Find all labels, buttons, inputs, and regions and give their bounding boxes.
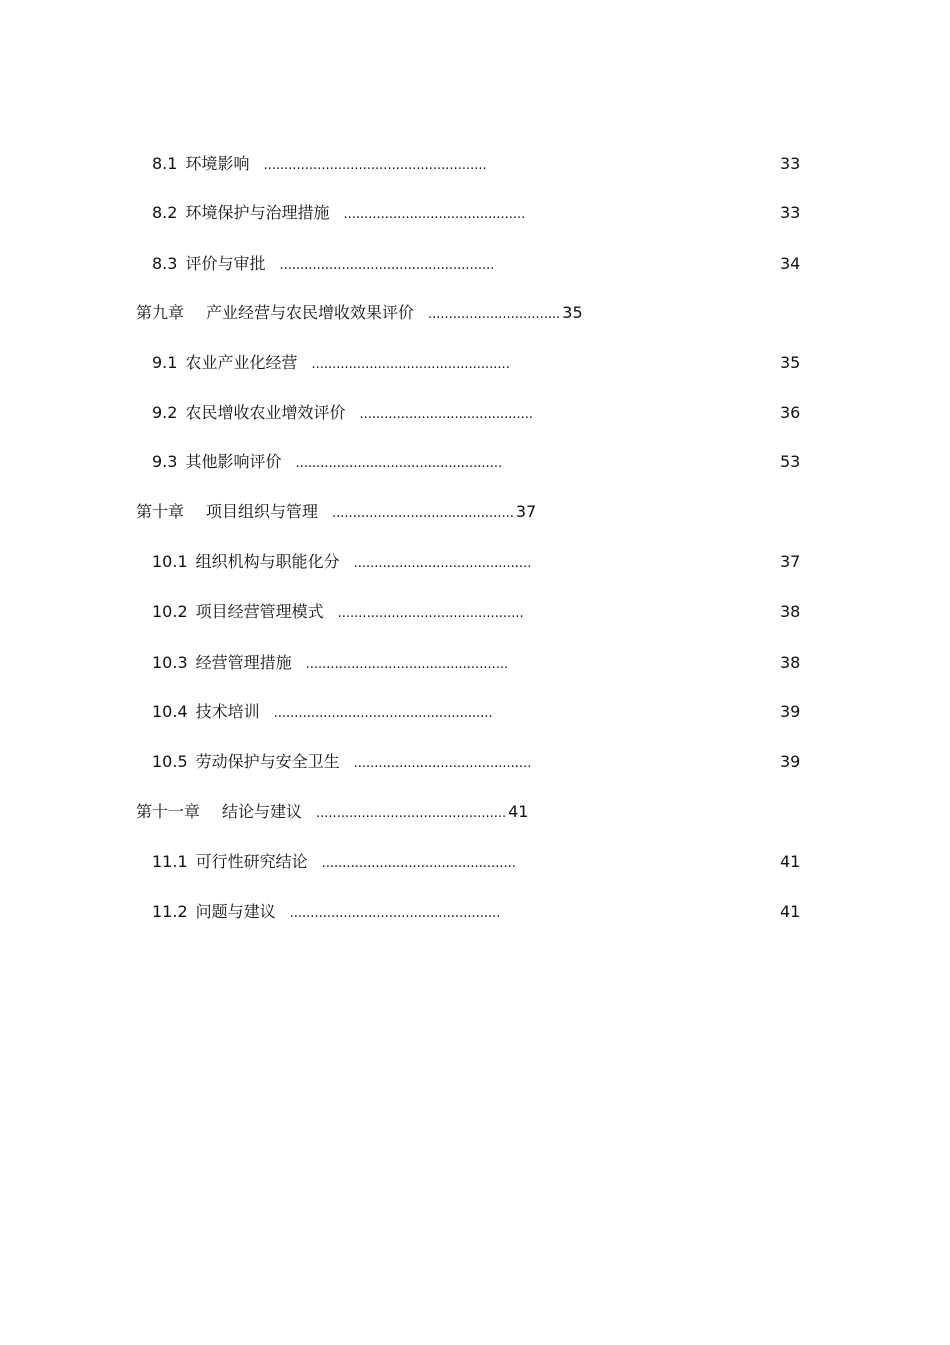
entry-number: 第九章 xyxy=(136,303,185,322)
dot-leader: ................................ xyxy=(428,307,561,322)
toc-entry-9-1[interactable] xyxy=(152,351,510,375)
toc-entry-10-5[interactable] xyxy=(152,750,531,774)
toc-chapter-10[interactable] xyxy=(136,500,536,524)
entry-title: 项目组织与管理 xyxy=(206,502,319,521)
dot-leader: ................................................ xyxy=(311,357,510,372)
entry-number: 8.3 xyxy=(152,254,178,273)
entry-number: 9.1 xyxy=(152,353,178,372)
toc-entry-9-3[interactable] xyxy=(152,450,502,474)
entry-page-number: 36 xyxy=(780,403,801,422)
entry-title: 农业产业化经营 xyxy=(185,353,298,372)
toc-entry-8-3[interactable] xyxy=(152,252,494,276)
entry-number: 第十章 xyxy=(136,502,185,521)
toc-entry-11-2[interactable] xyxy=(152,900,500,924)
entry-number: 10.2 xyxy=(152,602,188,621)
entry-title: 环境影响 xyxy=(185,154,250,173)
toc-entry-10-3[interactable] xyxy=(152,651,508,675)
entry-title: 问题与建议 xyxy=(195,902,276,921)
dot-leader: ................................................... xyxy=(289,906,501,921)
entry-page-number: 53 xyxy=(780,452,801,471)
entry-number: 9.3 xyxy=(152,452,178,471)
entry-number: 9.2 xyxy=(152,403,178,422)
entry-number: 10.1 xyxy=(152,552,188,571)
dot-leader: ...................................................... xyxy=(263,158,487,173)
entry-page-number: 35 xyxy=(780,353,801,372)
dot-leader: .................................................... xyxy=(279,258,495,273)
entry-page-number: 39 xyxy=(780,702,801,721)
entry-number: 8.2 xyxy=(152,203,178,222)
entry-number: 10.3 xyxy=(152,653,188,672)
dot-leader: .......................................... xyxy=(359,407,534,422)
dot-leader: ............................................. xyxy=(337,606,524,621)
entry-page-number: 37 xyxy=(780,552,801,571)
entry-number: 11.2 xyxy=(152,902,188,921)
entry-title: 项目经营管理模式 xyxy=(195,602,324,621)
entry-page-number: 35 xyxy=(562,303,583,322)
entry-number: 10.5 xyxy=(152,752,188,771)
entry-page-number: 41 xyxy=(508,802,529,821)
entry-page-number: 41 xyxy=(780,902,801,921)
entry-page-number: 38 xyxy=(780,653,801,672)
dot-leader: ............................................ xyxy=(343,207,526,222)
toc-entry-10-4[interactable] xyxy=(152,700,493,724)
dot-leader: .............................................. xyxy=(316,806,507,821)
entry-title: 组织机构与职能化分 xyxy=(195,552,340,571)
toc-entry-10-2[interactable] xyxy=(152,600,524,624)
entry-page-number: 38 xyxy=(780,602,801,621)
dot-leader: ............................................ xyxy=(332,506,514,521)
entry-page-number: 33 xyxy=(780,154,801,173)
entry-title: 结论与建议 xyxy=(222,802,303,821)
toc-entry-9-2[interactable] xyxy=(152,401,533,425)
entry-title: 评价与审批 xyxy=(185,254,266,273)
toc-entry-8-2[interactable] xyxy=(152,201,525,225)
entry-page-number: 37 xyxy=(515,502,537,521)
dot-leader: .................................................. xyxy=(295,456,503,471)
toc-chapter-11[interactable] xyxy=(136,800,528,824)
entry-title: 农民增收农业增效评价 xyxy=(185,403,346,422)
toc-entry-11-1[interactable] xyxy=(152,850,516,874)
toc-entry-8-1[interactable] xyxy=(152,152,487,176)
dot-leader: ..................................................... xyxy=(273,706,493,721)
entry-title: 产业经营与农民增收效果评价 xyxy=(206,303,415,322)
entry-number: 第十一章 xyxy=(136,802,201,821)
entry-number: 11.1 xyxy=(152,852,188,871)
entry-title: 技术培训 xyxy=(195,702,260,721)
entry-page-number: 41 xyxy=(780,852,801,871)
entry-title: 经营管理措施 xyxy=(195,653,292,672)
entry-page-number: 34 xyxy=(780,254,801,273)
entry-title: 其他影响评价 xyxy=(185,452,282,471)
entry-page-number: 39 xyxy=(780,752,801,771)
toc-entry-10-1[interactable] xyxy=(152,550,531,574)
entry-page-number: 33 xyxy=(780,203,801,222)
toc-chapter-9[interactable] xyxy=(136,301,583,325)
entry-title: 劳动保护与安全卫生 xyxy=(195,752,340,771)
dot-leader: ................................................. xyxy=(305,657,509,672)
dot-leader: ........................................... xyxy=(353,556,532,571)
entry-number: 10.4 xyxy=(152,702,188,721)
dot-leader: ........................................... xyxy=(353,756,532,771)
dot-leader: ............................................... xyxy=(321,856,516,871)
entry-title: 可行性研究结论 xyxy=(195,852,308,871)
entry-number: 8.1 xyxy=(152,154,178,173)
entry-title: 环境保护与治理措施 xyxy=(185,203,330,222)
